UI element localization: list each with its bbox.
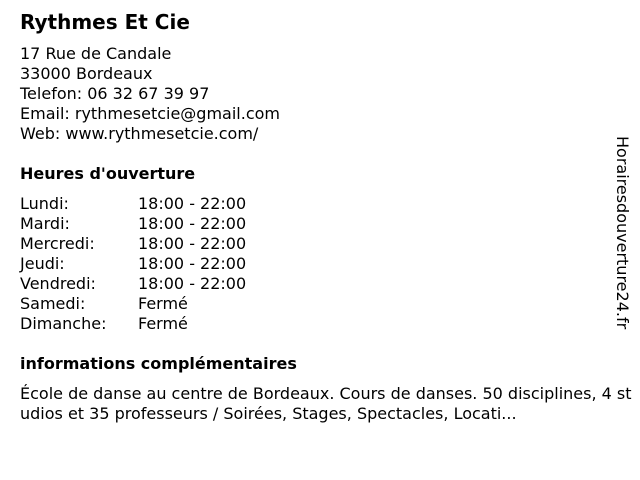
hours-row-monday xyxy=(20,194,246,214)
site-watermark: Horairesdouverture24.fr xyxy=(613,136,632,330)
day-label: Mercredi: xyxy=(20,234,95,253)
hours-row-thursday xyxy=(20,254,246,274)
opening-hours-table xyxy=(20,194,246,334)
day-label: Dimanche: xyxy=(20,314,107,333)
day-label: Vendredi: xyxy=(20,274,96,293)
day-label: Jeudi: xyxy=(20,254,65,273)
day-hours: 18:00 - 22:00 xyxy=(138,274,247,293)
day-hours: 18:00 - 22:00 xyxy=(138,214,247,233)
hours-row-friday xyxy=(20,274,246,294)
address-city: 33000 Bordeaux xyxy=(20,64,153,83)
day-hours: 18:00 - 22:00 xyxy=(138,194,247,213)
hours-row-saturday xyxy=(20,294,246,314)
day-label: Lundi: xyxy=(20,194,69,213)
hours-row-sunday xyxy=(20,314,246,334)
hours-row-tuesday xyxy=(20,214,246,234)
additional-info-heading: informations complémentaires xyxy=(20,354,297,373)
day-hours: 18:00 - 22:00 xyxy=(138,234,247,253)
address-street: 17 Rue de Candale xyxy=(20,44,172,63)
email-address: Email: rythmesetcie@gmail.com xyxy=(20,104,280,123)
hours-row-wednesday xyxy=(20,234,246,254)
day-label: Mardi: xyxy=(20,214,70,233)
opening-hours-heading: Heures d'ouverture xyxy=(20,164,196,183)
day-hours: Fermé xyxy=(138,294,188,313)
day-hours: 18:00 - 22:00 xyxy=(138,254,247,273)
website: Web: www.rythmesetcie.com/ xyxy=(20,124,259,143)
day-hours: Fermé xyxy=(138,314,188,333)
business-name: Rythmes Et Cie xyxy=(20,10,190,34)
day-label: Samedi: xyxy=(20,294,86,313)
contact-block xyxy=(20,44,280,144)
business-description: École de danse au centre de Bordeaux. Cours de danses. 50 disciplines, 4 studios et 35 professeurs / Soirées, Stages, Spectacles, Locati... xyxy=(20,384,632,423)
phone-number: Telefon: 06 32 67 39 97 xyxy=(20,84,210,103)
